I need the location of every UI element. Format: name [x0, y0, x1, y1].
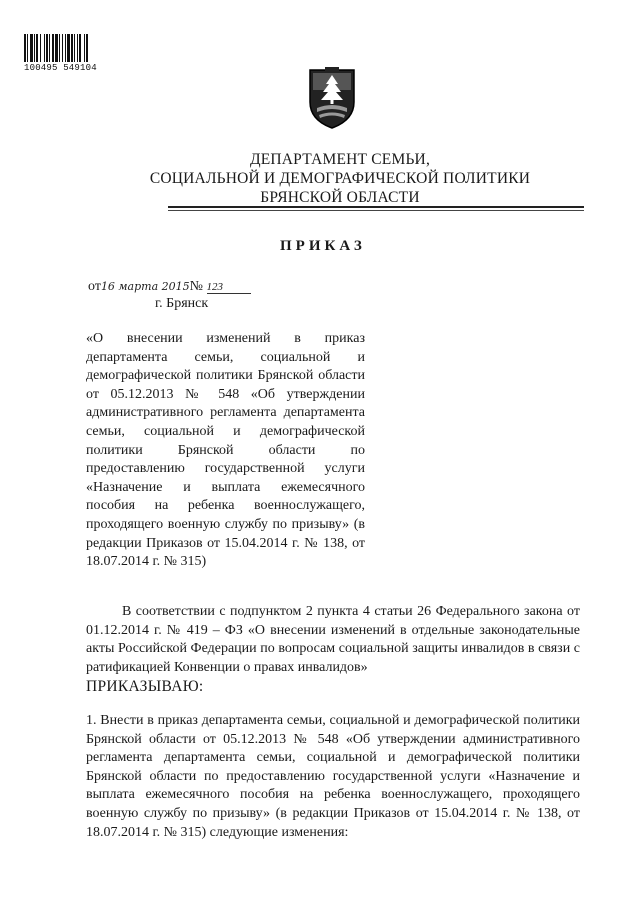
barcode-number: 100495 549104	[24, 63, 97, 73]
header-rule-thin	[168, 210, 584, 211]
department-header-line-3: БРЯНСКОЙ ОБЛАСТИ	[260, 189, 420, 206]
department-header-line-1: ДЕПАРТАМЕНТ СЕМЬИ,	[249, 151, 431, 168]
department-header	[120, 150, 560, 207]
document-title: ПРИКАЗ	[280, 238, 366, 254]
decree-word: ПРИКАЗЫВАЮ:	[86, 678, 204, 695]
barcode-bar	[88, 34, 89, 62]
order-date-number	[88, 279, 251, 295]
handwritten-date: 16 марта 2015	[100, 280, 190, 293]
number-prefix: №	[189, 279, 203, 294]
order-subject: «О внесении изменений в приказ департамента семьи, социальной и демографической политики Брянской области от 05.12.2013 № 548 «Об утверждении административного регламента департамента семьи, социальной и демографической политики Брянской области по предоставлению государственной услуги «Назначение и выплата ежемесячного пособия на ребенка военнослужащего, проходящего военную службу по призыву» (в редакции Приказов от 15.04.2014 г. № 138, от 18.07.2014 г. № 315)	[86, 331, 365, 570]
handwritten-number: 123	[207, 281, 251, 294]
header-rule-thick	[168, 206, 584, 208]
city: г. Брянск	[155, 296, 209, 311]
order-item-1: 1. Внести в приказ департамента семьи, социальной и демографической политики Брянской области от 05.12.2013 № 548 «Об утверждении административного регламента департамента семьи, социальной и демографической политики Брянской области по предоставлению государственной услуги «Назначение и выплата ежемесячного пособия на ребенка военнослужащего, проходящего военную службу по призыву» (в редакции Приказов от 15.04.2014 г. № 138, от 18.07.2014 г. № 315) следующие изменения:	[86, 713, 580, 840]
department-header-line-2: СОЦИАЛЬНОЙ И ДЕМОГРАФИЧЕСКОЙ ПОЛИТИКИ	[149, 170, 531, 187]
date-prefix: от	[88, 279, 101, 294]
barcode	[24, 34, 110, 73]
legal-basis-paragraph: В соответствии с подпунктом 2 пункта 4 статьи 26 Федерального закона от 01.12.2014 г. № 419 – ФЗ «О внесении изменений в отдельные законодательные акты Российской Федерации по вопросам социальной защиты инвалидов в связи с ратификацией Конвенции о правах инвалидов»	[86, 604, 580, 675]
coat-of-arms-icon	[307, 66, 357, 130]
barcode-bars	[24, 34, 110, 62]
